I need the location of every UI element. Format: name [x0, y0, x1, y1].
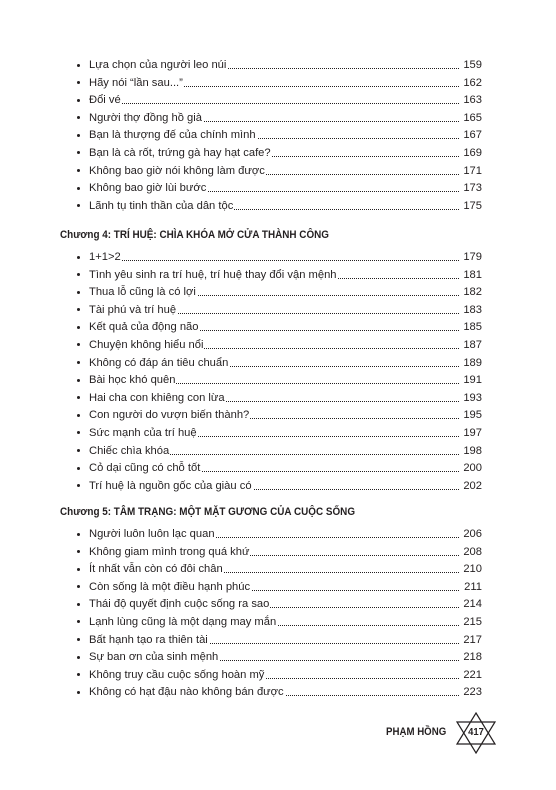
toc-entry[interactable] — [0, 268, 556, 286]
bullet-icon — [77, 379, 80, 382]
bullet-icon — [77, 414, 80, 417]
toc-entry[interactable] — [0, 373, 556, 391]
toc-entry-page: 181 — [463, 268, 482, 281]
toc-entry-page: 221 — [463, 668, 482, 681]
toc-section-previous — [0, 58, 556, 216]
dot-leader — [120, 454, 459, 455]
toc-entry[interactable] — [0, 285, 556, 303]
dot-leader — [120, 260, 459, 261]
toc-entry-page: 167 — [463, 129, 482, 142]
toc-entry-page: 173 — [463, 182, 482, 195]
bullet-icon — [77, 431, 80, 434]
toc-entry-page: 163 — [463, 94, 482, 107]
bullet-icon — [77, 603, 80, 606]
toc-entry-title: Trí huệ là nguồn gốc của giàu có — [89, 479, 252, 492]
bullet-icon — [77, 187, 80, 190]
bullet-icon — [77, 656, 80, 659]
page-number: 417 — [468, 726, 484, 738]
toc-entry[interactable] — [0, 164, 556, 182]
toc-entry-title: Hãy nói “lần sau...” — [89, 76, 183, 89]
toc-entry[interactable] — [0, 408, 556, 426]
toc-entry[interactable] — [0, 444, 556, 462]
toc-entry-title: 1+1>2 — [89, 251, 121, 263]
toc-entry-page: 169 — [463, 146, 482, 159]
toc-entry-title: Ít nhất vẫn còn có đôi chân — [89, 563, 223, 576]
toc-entry-page: 171 — [463, 164, 482, 177]
bullet-icon — [77, 449, 80, 452]
toc-entry[interactable] — [0, 668, 556, 686]
toc-entry-page: 195 — [463, 409, 482, 422]
toc-entry[interactable] — [0, 111, 556, 129]
toc-entry-title: Thái độ quyết định cuộc sống ra sao — [89, 598, 270, 611]
toc-entry[interactable] — [0, 250, 556, 268]
toc-entry-title: Tài phú và trí huệ — [89, 303, 177, 316]
toc-entry-page: 218 — [463, 651, 482, 664]
bullet-icon — [77, 81, 80, 84]
toc-entry-page: 193 — [463, 391, 482, 404]
toc-entry[interactable] — [0, 580, 556, 598]
toc-entry[interactable] — [0, 615, 556, 633]
toc-entry-page: 214 — [463, 598, 482, 611]
bullet-icon — [77, 116, 80, 119]
bullet-icon — [77, 484, 80, 487]
toc-entry-title: Chiếc chìa khóa — [89, 444, 170, 457]
toc-entry-title: Bạn là thượng đế của chính mình — [89, 129, 256, 142]
toc-entry[interactable] — [0, 58, 556, 76]
toc-entry-title: Đổi vé — [89, 94, 121, 107]
toc-entry[interactable] — [0, 597, 556, 615]
toc-entry-page: 165 — [463, 111, 482, 124]
toc-entry-page: 198 — [463, 444, 482, 457]
toc-entry[interactable] — [0, 146, 556, 164]
toc-section-chapter-4 — [0, 250, 556, 496]
toc-entry-title: Lựa chọn của người leo núi — [89, 59, 227, 71]
dot-leader — [120, 103, 459, 104]
footer-author-name: PHẠM HỒNG — [386, 726, 447, 738]
toc-entry-title: Sức mạnh của trí huệ — [89, 426, 197, 439]
toc-entry-page: 189 — [463, 356, 482, 369]
chapter-5-heading[interactable]: Chương 5: TÂM TRẠNG: MỘT MẶT GƯƠNG CỦA CUỘC SỐNG — [60, 506, 356, 518]
toc-entry-page: 217 — [463, 633, 482, 646]
toc-entry-page: 202 — [463, 479, 482, 492]
bullet-icon — [77, 343, 80, 346]
bullet-icon — [77, 134, 80, 137]
bullet-icon — [77, 691, 80, 694]
toc-entry-page: 182 — [463, 286, 482, 299]
bullet-icon — [77, 568, 80, 571]
toc-entry-title: Con người do vượn biến thành? — [89, 409, 250, 422]
toc-entry[interactable] — [0, 426, 556, 444]
toc-entry-page: 223 — [463, 686, 482, 699]
toc-entry[interactable] — [0, 93, 556, 111]
bullet-icon — [77, 673, 80, 676]
toc-entry-page: 215 — [463, 615, 482, 628]
bullet-icon — [77, 151, 80, 154]
bullet-icon — [77, 585, 80, 588]
toc-entry-title: Người thợ đồng hồ già — [89, 111, 202, 124]
toc-entry-page: 183 — [463, 303, 482, 316]
toc-entry-title: Bạn là cà rốt, trứng gà hay hạt cafe? — [89, 146, 271, 159]
toc-entry-page: 206 — [463, 528, 482, 540]
toc-entry-page: 210 — [463, 563, 482, 576]
bullet-icon — [77, 361, 80, 364]
toc-entry-title: Kết quả của động não — [89, 321, 199, 334]
toc-entry-title: Không bao giờ lùi bước — [89, 182, 207, 195]
bullet-icon — [77, 291, 80, 294]
toc-entry-page: 200 — [463, 462, 482, 475]
bullet-icon — [77, 273, 80, 276]
toc-entry-page: 187 — [463, 338, 482, 351]
toc-entry[interactable] — [0, 479, 556, 497]
toc-entry-page: 175 — [463, 199, 482, 212]
bullet-icon — [77, 533, 80, 536]
bullet-icon — [77, 64, 80, 67]
toc-entry-title: Bất hạnh tạo ra thiên tài — [89, 633, 208, 646]
toc-entry-page: 197 — [463, 426, 482, 439]
toc-entry-page: 191 — [463, 374, 482, 387]
toc-entry[interactable] — [0, 685, 556, 703]
toc-entry-title: Lãnh tụ tinh thần của dân tộc — [89, 199, 234, 212]
toc-entry[interactable] — [0, 633, 556, 651]
toc-entry-title: Bài học khó quên — [89, 374, 176, 387]
bullet-icon — [77, 308, 80, 311]
bullet-icon — [77, 169, 80, 172]
bullet-icon — [77, 467, 80, 470]
toc-entry[interactable] — [0, 303, 556, 321]
toc-entry-title: Chuyện không hiểu nổi — [89, 338, 204, 351]
toc-entry[interactable] — [0, 527, 556, 545]
bullet-icon — [77, 204, 80, 207]
toc-entry-page: 208 — [463, 545, 482, 558]
toc-entry-title: Người luôn luôn lạc quan — [89, 528, 215, 540]
toc-entry-title: Không truy cầu cuộc sống hoàn mỹ — [89, 668, 265, 681]
toc-entry[interactable] — [0, 128, 556, 146]
toc-entry[interactable] — [0, 320, 556, 338]
toc-entry[interactable] — [0, 391, 556, 409]
bullet-icon — [77, 620, 80, 623]
toc-entry-title: Không có đáp án tiêu chuẩn — [89, 356, 229, 369]
toc-entry-page: 162 — [463, 76, 482, 89]
toc-entry[interactable] — [0, 199, 556, 217]
bullet-icon — [77, 326, 80, 329]
toc-entry-title: Tình yêu sinh ra trí huệ, trí huệ thay đổi vận mệnh — [89, 268, 337, 281]
toc-entry-title: Lạnh lùng cũng là một dạng may mắn — [89, 615, 277, 628]
toc-entry-title: Thua lỗ cũng là có lợi — [89, 286, 196, 299]
toc-entry[interactable] — [0, 461, 556, 479]
toc-entry-page: 179 — [463, 251, 482, 263]
toc-entry-page: 211 — [464, 580, 482, 593]
bullet-icon — [77, 256, 80, 259]
toc-entry[interactable] — [0, 76, 556, 94]
bullet-icon — [77, 396, 80, 399]
toc-entry-title: Không giam mình trong quá khứ — [89, 545, 250, 558]
toc-entry-title: Cỏ dại cũng có chỗ tốt — [89, 462, 201, 475]
toc-entry-title: Còn sống là một điều hạnh phúc — [89, 580, 251, 593]
toc-entry-title: Không bao giờ nói không làm được — [89, 164, 265, 177]
toc-entry[interactable] — [0, 181, 556, 199]
bullet-icon — [77, 99, 80, 102]
toc-entry-title: Hai cha con khiêng con lừa — [89, 391, 225, 404]
bullet-icon — [77, 550, 80, 553]
toc-entry-title: Không có hạt đậu nào không bán được — [89, 686, 284, 699]
toc-entry[interactable] — [0, 562, 556, 580]
bullet-icon — [77, 638, 80, 641]
toc-entry[interactable] — [0, 650, 556, 668]
toc-entry[interactable] — [0, 356, 556, 374]
toc-entry-page: 185 — [463, 321, 482, 334]
toc-entry[interactable] — [0, 338, 556, 356]
toc-entry[interactable] — [0, 545, 556, 563]
toc-entry-title: Sự ban ơn của sinh mệnh — [89, 651, 219, 664]
toc-section-chapter-5 — [0, 527, 556, 703]
toc-entry-page: 159 — [463, 59, 482, 71]
chapter-4-heading[interactable]: Chương 4: TRÍ HUỆ: CHÌA KHÓA MỞ CỬA THÀNH CÔNG — [60, 229, 330, 241]
